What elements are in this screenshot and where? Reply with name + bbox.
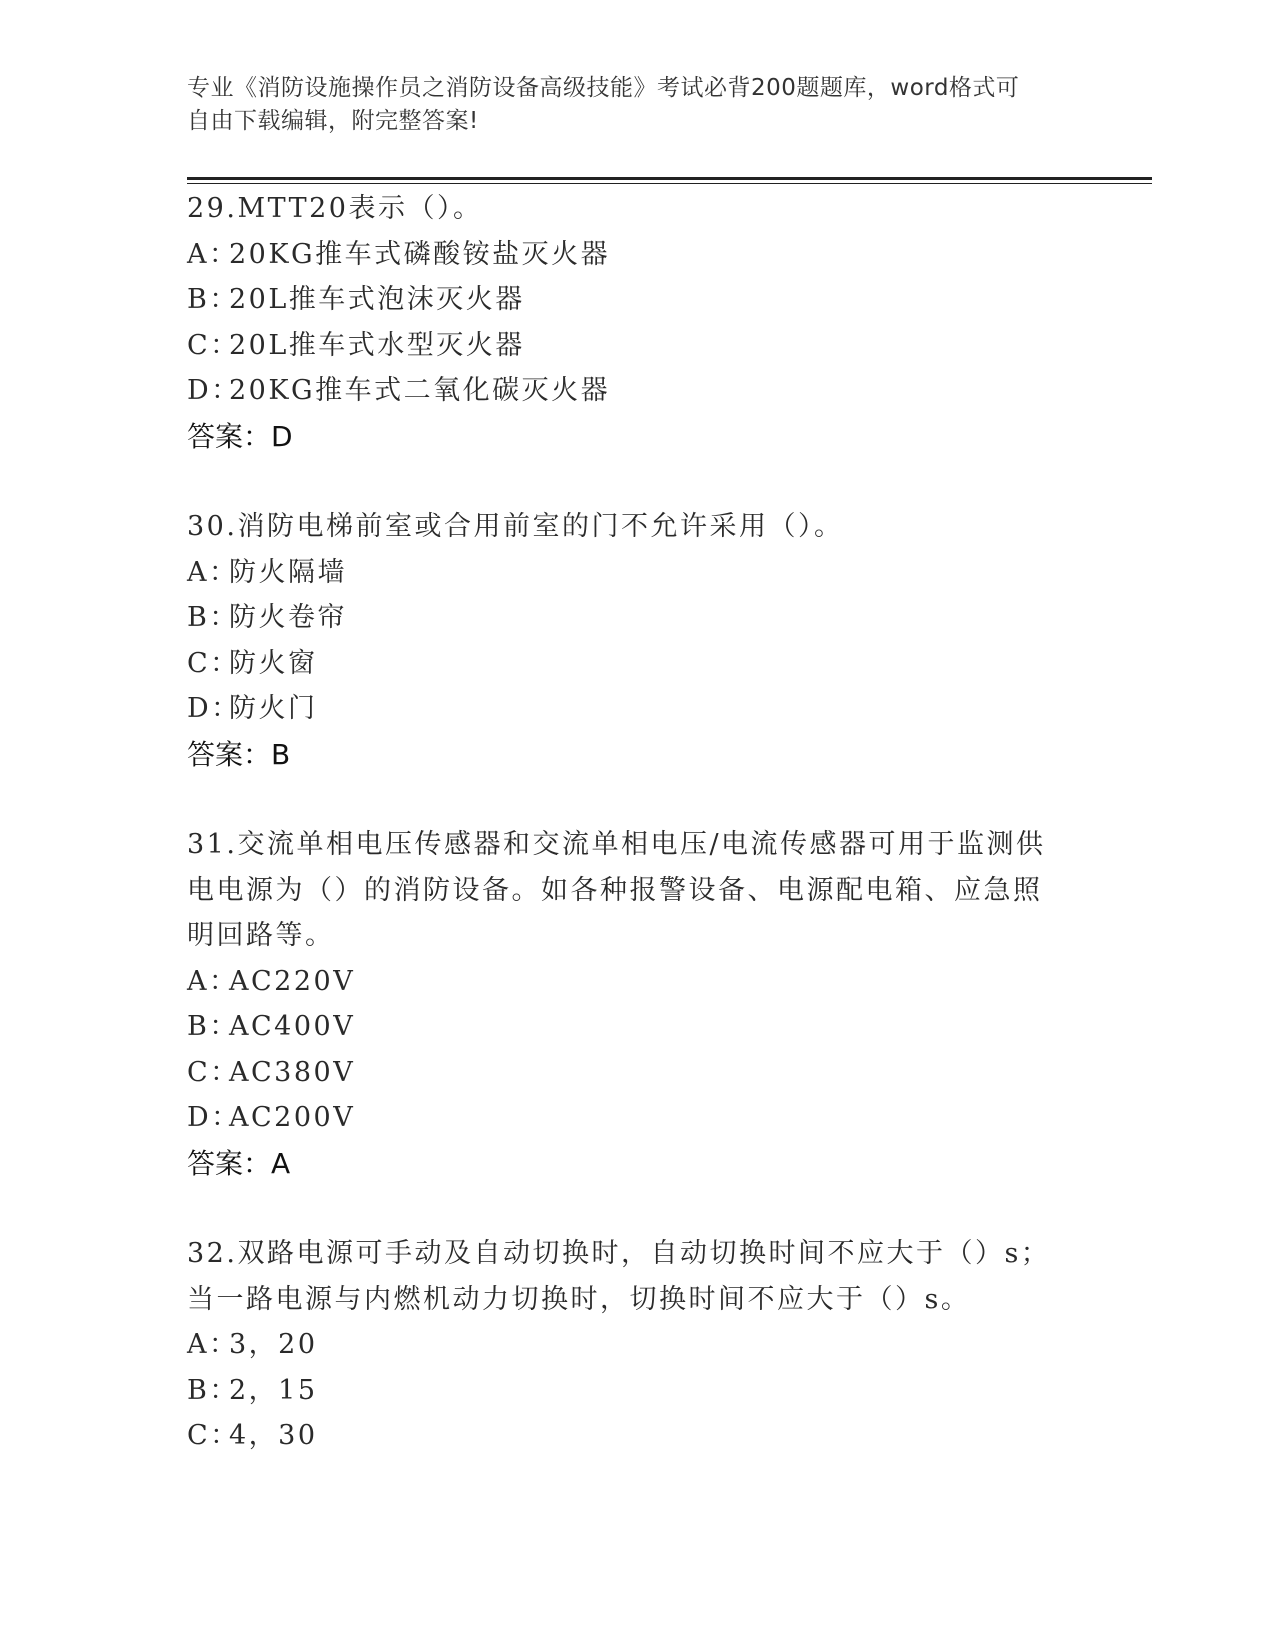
option-text: 防火隔墙 [229, 556, 347, 588]
option-text: 20L推车式泡沫灭火器 [229, 284, 525, 315]
option-a [187, 232, 1067, 278]
option-key: C： [187, 647, 240, 679]
answer-line: 答案：A [187, 1146, 291, 1180]
option-text: AC200V [229, 1102, 356, 1133]
option-text: 20KG推车式磷酸铵盐灭火器 [229, 238, 611, 270]
option-a [187, 1322, 1067, 1368]
option-key: B： [187, 1011, 239, 1042]
header-line-1: 专业《消防设施操作员之消防设备高级技能》考试必背200题题库，word格式可 [187, 75, 1020, 101]
option-key: D： [187, 1102, 241, 1133]
option-b [187, 277, 1067, 323]
question-32 [187, 1231, 1067, 1459]
option-key: B： [187, 1374, 239, 1406]
option-key: A： [187, 1329, 239, 1360]
question-stem: 30.消防电梯前室或合用前室的门不允许采用（）。 [187, 511, 844, 542]
option-d [187, 686, 1067, 732]
option-text: 防火窗 [229, 647, 318, 679]
header-divider-thin [187, 183, 1152, 184]
option-key: D： [187, 375, 241, 406]
option-key: A： [187, 965, 239, 997]
question-stem: 31.交流单相电压传感器和交流单相电压/电流传感器可用于监测供电电源为（）的消防设备。如各种报警设备、电源配电箱、应急照明回路等。 [187, 829, 1046, 951]
option-text: AC400V [229, 1011, 356, 1042]
option-c [187, 323, 1067, 369]
question-list [187, 186, 1067, 1504]
option-key: B： [187, 284, 239, 315]
option-key: D： [187, 693, 241, 724]
option-key: A： [187, 238, 239, 270]
option-text: 20KG推车式二氧化碳灭火器 [229, 375, 611, 406]
document-header [187, 72, 1067, 138]
option-b [187, 595, 1067, 641]
option-text: 防火卷帘 [229, 602, 347, 633]
option-a [187, 550, 1067, 596]
question-29 [187, 186, 1067, 459]
option-c [187, 1413, 1067, 1459]
answer-line: 答案：D [187, 419, 293, 453]
option-text: 3，20 [229, 1329, 318, 1360]
option-a [187, 959, 1067, 1005]
question-stem: 32.双路电源可手动及自动切换时，自动切换时间不应大于（）s；当一路电源与内燃机动力切换时，切换时间不应大于（）s。 [187, 1238, 1051, 1315]
option-key: A： [187, 556, 239, 588]
answer-line: 答案：B [187, 737, 291, 771]
option-d [187, 1095, 1067, 1141]
option-key: C： [187, 1420, 240, 1451]
option-text: 2，15 [229, 1374, 318, 1406]
option-b [187, 1368, 1067, 1414]
option-key: B： [187, 602, 239, 633]
option-key: C： [187, 1056, 240, 1088]
option-b [187, 1004, 1067, 1050]
header-divider-thick [187, 177, 1152, 180]
option-key: C： [187, 329, 240, 361]
option-text: 4，30 [229, 1420, 318, 1451]
option-text: 20L推车式水型灭火器 [229, 329, 525, 361]
question-stem: 29.MTT20表示（）。 [187, 193, 483, 224]
question-31 [187, 822, 1067, 1186]
option-text: AC380V [229, 1056, 356, 1088]
option-text: AC220V [229, 965, 356, 997]
header-line-2: 自由下载编辑，附完整答案! [187, 108, 479, 134]
option-c [187, 1050, 1067, 1096]
question-30 [187, 504, 1067, 777]
option-c [187, 641, 1067, 687]
option-text: 防火门 [229, 693, 318, 724]
option-d [187, 368, 1067, 414]
